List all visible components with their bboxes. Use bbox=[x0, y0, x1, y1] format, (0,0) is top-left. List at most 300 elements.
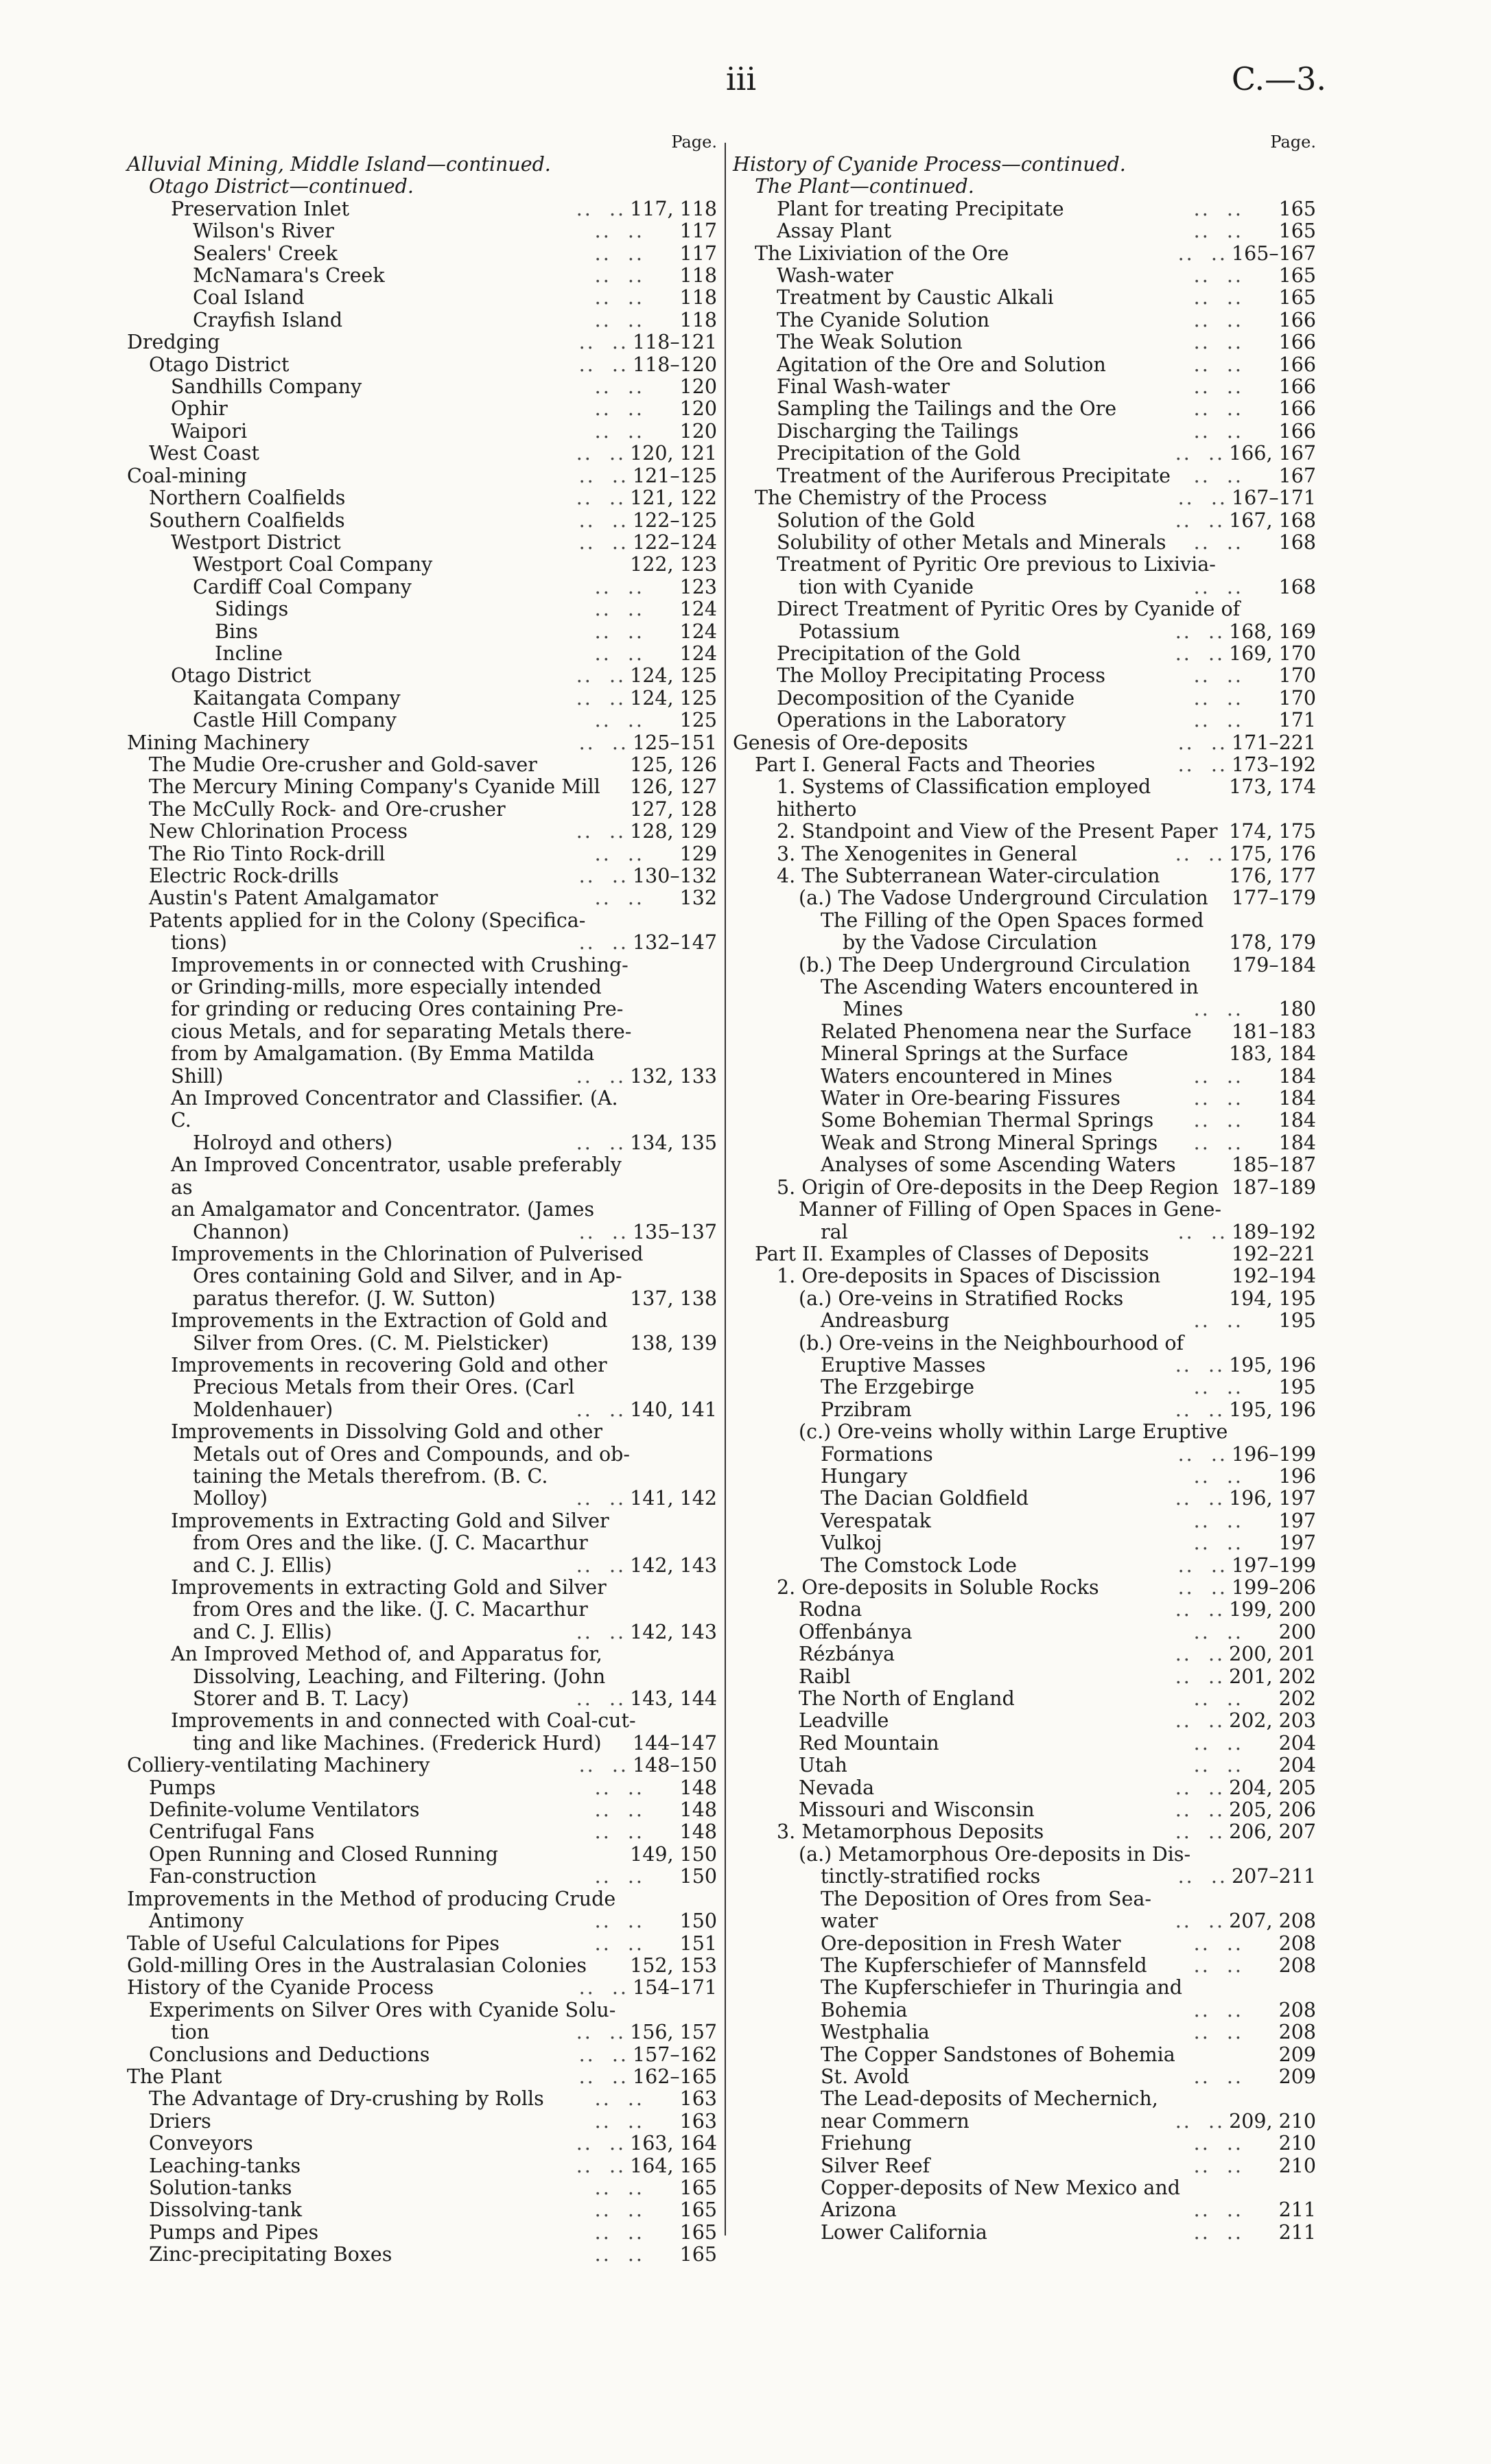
index-entry bbox=[733, 1777, 1316, 1799]
index-entry bbox=[733, 443, 1316, 465]
leader-dots: .. .. bbox=[578, 1976, 629, 1999]
entry-page-ref: 184 bbox=[1278, 1064, 1316, 1088]
index-entry bbox=[127, 1666, 717, 1688]
leader-dots: .. .. bbox=[578, 865, 629, 887]
leader-dots: .. .. bbox=[576, 664, 626, 688]
index-entry bbox=[733, 709, 1316, 731]
entry-page-ref: 170 bbox=[1278, 686, 1316, 709]
entry-title: Raibl bbox=[799, 1665, 851, 1688]
entry-page-ref: 148 bbox=[679, 1798, 717, 1822]
entry-page-ref: 142, 143 bbox=[630, 1553, 717, 1577]
leader-dots: .. .. bbox=[576, 486, 626, 510]
entry-title: The Cyanide Solution bbox=[777, 308, 990, 331]
entry-page-ref: 157–162 bbox=[632, 2043, 717, 2066]
index-entry bbox=[127, 2244, 717, 2266]
leader-dots: .. .. bbox=[594, 642, 644, 665]
entry-title: History of the Cyanide Process bbox=[127, 1976, 434, 1999]
index-entry bbox=[127, 1043, 717, 1065]
leader-dots: .. .. bbox=[1175, 2109, 1225, 2133]
leader-dots: .. .. bbox=[594, 1776, 644, 1799]
entry-title: Improvements in Extracting Gold and Silver bbox=[171, 1509, 609, 1532]
entry-page-ref: 122, 123 bbox=[630, 553, 717, 576]
entry-title: 4. The Subterranean Water-circulation bbox=[777, 865, 1160, 887]
entry-page-ref: 150 bbox=[679, 1865, 717, 1888]
index-entry bbox=[733, 1399, 1316, 1421]
index-entry bbox=[127, 2044, 717, 2066]
entry-title: Otago District bbox=[171, 664, 312, 688]
index-entry bbox=[127, 487, 717, 509]
index-entry bbox=[733, 776, 1316, 821]
index-entry bbox=[733, 998, 1316, 1020]
entry-page-ref: 208 bbox=[1278, 2021, 1316, 2044]
index-entry bbox=[733, 2199, 1316, 2221]
leader-dots: .. .. bbox=[1177, 731, 1228, 754]
index-entry bbox=[127, 532, 717, 554]
entry-page-ref: 132, 133 bbox=[630, 1064, 717, 1088]
entry-title: Hungary bbox=[821, 1464, 908, 1488]
leader-dots: .. .. bbox=[594, 1865, 644, 1888]
leader-dots: .. .. bbox=[1193, 998, 1243, 1021]
entry-title: Manner of Filling of Open Spaces in Gene- bbox=[799, 1198, 1222, 1221]
entry-page-ref: 176, 177 bbox=[1229, 865, 1316, 887]
entry-page-ref: 165 bbox=[679, 2220, 717, 2244]
entry-page-ref: 122–124 bbox=[632, 530, 717, 554]
entry-title: for grinding or reducing Ores containing Pre- bbox=[171, 998, 624, 1021]
index-entry bbox=[733, 1376, 1316, 1398]
leader-dots: .. .. bbox=[594, 2176, 644, 2199]
leader-dots: .. .. bbox=[1193, 1309, 1243, 1333]
leader-dots: .. .. bbox=[1175, 508, 1225, 532]
index-entry bbox=[733, 2044, 1316, 2066]
leader-dots: .. .. bbox=[1175, 842, 1225, 865]
entry-title: Sealers' Creek bbox=[193, 242, 338, 265]
entry-page-ref: 206, 207 bbox=[1229, 1820, 1316, 1844]
index-entry bbox=[733, 265, 1316, 287]
entry-page-ref: 195 bbox=[1278, 1309, 1316, 1333]
index-entry bbox=[127, 2133, 717, 2155]
entry-page-ref: 124 bbox=[679, 598, 717, 621]
entry-title: The Chemistry of the Process bbox=[755, 486, 1047, 510]
entry-page-ref: 209 bbox=[1278, 2065, 1316, 2088]
entry-title: The Mudie Ore-crusher and Gold-saver bbox=[149, 753, 537, 776]
entry-title: Genesis of Ore-deposits bbox=[733, 731, 968, 754]
index-entry bbox=[127, 1221, 717, 1243]
entry-page-ref: 118 bbox=[679, 264, 717, 288]
entry-page-ref: 196–199 bbox=[1231, 1442, 1316, 1466]
entry-page-ref: 165 bbox=[679, 2198, 717, 2222]
index-entry bbox=[127, 1532, 717, 1554]
entry-title: Castle Hill Company bbox=[193, 709, 397, 732]
entry-title: Arizona bbox=[821, 2198, 897, 2222]
leader-dots: .. .. bbox=[1193, 197, 1243, 220]
leader-dots: .. .. bbox=[1177, 242, 1228, 265]
index-entry bbox=[733, 376, 1316, 398]
entry-title: Agitation of the Ore and Solution bbox=[777, 353, 1106, 376]
leader-dots: .. .. bbox=[594, 1820, 644, 1844]
leader-dots: .. .. bbox=[594, 598, 644, 621]
index-column-right bbox=[733, 130, 1316, 2244]
entry-title: Moldenhauer) bbox=[193, 1398, 333, 1421]
entry-title: Silver Reef bbox=[821, 2154, 930, 2177]
index-entry bbox=[733, 421, 1316, 443]
leader-dots: .. .. bbox=[578, 464, 629, 487]
leader-dots: .. .. bbox=[594, 397, 644, 421]
entry-title: (b.) The Deep Underground Circulation bbox=[799, 953, 1190, 976]
entry-title: Storer and B. T. Lacy) bbox=[193, 1687, 410, 1711]
leader-dots: .. .. bbox=[594, 2243, 644, 2266]
index-entry bbox=[127, 2021, 717, 2043]
index-entry bbox=[733, 2066, 1316, 2088]
index-entry bbox=[127, 1933, 717, 1955]
leader-dots: .. .. bbox=[1193, 397, 1243, 421]
leader-dots: .. .. bbox=[1193, 331, 1243, 354]
entry-title: Precipitation of the Gold bbox=[777, 442, 1021, 465]
index-entry bbox=[733, 309, 1316, 331]
entry-title: tinctly-stratified rocks bbox=[821, 1865, 1041, 1888]
entry-title: Wash-water bbox=[777, 264, 893, 288]
entry-title: Verespatak bbox=[821, 1509, 931, 1532]
entry-title: Przibram bbox=[821, 1398, 912, 1421]
leader-dots: .. .. bbox=[576, 2132, 626, 2155]
entry-page-ref: 135–137 bbox=[632, 1220, 717, 1243]
entry-title: Vulkoj bbox=[821, 1532, 882, 1555]
leader-dots: .. .. bbox=[576, 2154, 626, 2177]
entry-page-ref: 117 bbox=[679, 242, 717, 265]
entry-title: The Kupferschiefer of Mannsfeld bbox=[821, 1953, 1147, 1977]
entry-title: Sampling the Tailings and the Ore bbox=[777, 397, 1117, 421]
entry-title: The Advantage of Dry-crushing by Rolls bbox=[149, 2087, 544, 2111]
leader-dots: .. .. bbox=[1193, 220, 1243, 243]
entry-title: West Coast bbox=[149, 442, 260, 465]
index-entry bbox=[127, 220, 717, 242]
entry-title: Eruptive Masses bbox=[821, 1353, 986, 1376]
entry-title: An Improved Method of, and Apparatus for, bbox=[171, 1643, 602, 1666]
leader-dots: .. .. bbox=[594, 620, 644, 643]
entry-page-ref: 163, 164 bbox=[630, 2132, 717, 2155]
entry-title: 1. Systems of Classification employed hitherto bbox=[777, 775, 1151, 821]
index-entry bbox=[127, 2088, 717, 2110]
entry-page-ref: 200, 201 bbox=[1229, 1643, 1316, 1666]
entry-title: Some Bohemian Thermal Springs bbox=[821, 1109, 1154, 1132]
index-entry bbox=[733, 1243, 1316, 1265]
document-reference: C.—3. bbox=[1231, 60, 1326, 97]
entry-title: The Rio Tinto Rock-drill bbox=[149, 842, 386, 865]
index-entry bbox=[127, 1955, 717, 1977]
index-entry bbox=[127, 2111, 717, 2133]
entry-page-ref: 180 bbox=[1278, 998, 1316, 1021]
index-entry bbox=[127, 1733, 717, 1755]
entry-title: Incline bbox=[215, 642, 283, 665]
leader-dots: .. .. bbox=[1177, 1865, 1228, 1888]
index-entry bbox=[733, 2088, 1316, 2110]
entry-title: Utah bbox=[799, 1754, 847, 1777]
entry-title: Table of Useful Calculations for Pipes bbox=[127, 1932, 500, 1955]
entry-page-ref: 154–171 bbox=[632, 1976, 717, 1999]
leader-dots: .. .. bbox=[576, 1131, 626, 1154]
index-entry bbox=[127, 1977, 717, 1999]
entry-page-ref: 192–221 bbox=[1231, 1242, 1316, 1265]
entry-title: Channon) bbox=[193, 1220, 290, 1243]
leader-dots: .. .. bbox=[578, 931, 629, 954]
index-entry bbox=[127, 243, 717, 265]
entry-page-ref: 125, 126 bbox=[630, 753, 717, 776]
leader-dots: .. .. bbox=[1175, 1353, 1225, 1376]
index-entry bbox=[733, 2133, 1316, 2155]
entry-title: The Filling of the Open Spaces formed bbox=[821, 908, 1204, 932]
entry-page-ref: 137, 138 bbox=[630, 1287, 717, 1310]
entry-title: Precious Metals from their Ores. (Carl bbox=[193, 1376, 575, 1399]
entry-title: from Ores and the like. (J. C. Macarthur bbox=[193, 1598, 588, 1621]
index-entry bbox=[127, 598, 717, 620]
index-entry bbox=[733, 1599, 1316, 1621]
entry-page-ref: 196, 197 bbox=[1229, 1487, 1316, 1510]
entry-title: Alluvial Mining, Middle Island—continued. bbox=[127, 153, 551, 176]
entry-title: Southern Coalfields bbox=[149, 508, 345, 532]
entry-title: Otago District—continued. bbox=[149, 175, 414, 198]
entry-page-ref: 183, 184 bbox=[1229, 1042, 1316, 1066]
entry-title: Fan-construction bbox=[149, 1865, 317, 1888]
leader-dots: .. .. bbox=[594, 2198, 644, 2222]
entry-page-ref: 197 bbox=[1278, 1509, 1316, 1532]
entry-page-ref: 132 bbox=[679, 887, 717, 910]
index-entry bbox=[733, 1643, 1316, 1665]
entry-title: The Lixiviation of the Ore bbox=[755, 242, 1009, 265]
entry-title: The Plant bbox=[127, 2065, 222, 2088]
entry-page-ref: 148 bbox=[679, 1820, 717, 1844]
index-entry bbox=[733, 1755, 1316, 1776]
entry-title: Austin's Patent Amalgamator bbox=[149, 887, 438, 910]
entry-title: 2. Standpoint and View of the Present Paper bbox=[777, 820, 1218, 843]
entry-title: Missouri and Wisconsin bbox=[799, 1798, 1035, 1822]
index-entry bbox=[127, 154, 717, 176]
entry-title: Zinc-precipitating Boxes bbox=[149, 2243, 392, 2266]
leader-dots: .. .. bbox=[1193, 1087, 1243, 1110]
entry-page-ref: 122–125 bbox=[632, 508, 717, 532]
index-entry bbox=[733, 532, 1316, 554]
index-entry bbox=[733, 643, 1316, 665]
entry-page-ref: 166 bbox=[1278, 331, 1316, 354]
entry-title: cious Metals, and for separating Metals there- bbox=[171, 1020, 632, 1043]
entry-title: Dissolving, Leaching, and Filtering. (John bbox=[193, 1665, 606, 1688]
entry-page-ref: 208 bbox=[1278, 1998, 1316, 2021]
index-entry bbox=[733, 1555, 1316, 1577]
entry-title: Treatment of Pyritic Ore previous to Lixivia- bbox=[777, 553, 1216, 576]
leader-dots: .. .. bbox=[594, 1910, 644, 1933]
index-entry bbox=[733, 1510, 1316, 1532]
index-entry bbox=[127, 954, 717, 976]
leader-dots: .. .. bbox=[578, 530, 629, 554]
entry-page-ref: 201, 202 bbox=[1229, 1665, 1316, 1688]
entry-page-ref: 162–165 bbox=[632, 2065, 717, 2088]
leader-dots: .. .. bbox=[594, 887, 644, 910]
leader-dots: .. .. bbox=[1193, 709, 1243, 732]
index-entry bbox=[733, 821, 1316, 843]
index-entry bbox=[733, 843, 1316, 865]
index-entry bbox=[127, 1821, 717, 1843]
index-entry bbox=[733, 1132, 1316, 1154]
entry-title: Preservation Inlet bbox=[171, 197, 350, 220]
index-entry bbox=[127, 843, 717, 865]
entry-page-ref: 173, 174 bbox=[1229, 775, 1316, 799]
index-entry bbox=[127, 1376, 717, 1398]
index-entry bbox=[127, 1354, 717, 1376]
entry-title: (a.) The Vadose Underground Circulation bbox=[799, 887, 1208, 910]
index-entry bbox=[733, 1088, 1316, 1110]
leader-dots: .. .. bbox=[1193, 419, 1243, 443]
entry-title: Precipitation of the Gold bbox=[777, 642, 1021, 665]
entry-title: An Improved Concentrator, usable preferably as bbox=[171, 1153, 622, 1199]
entry-page-ref: 166 bbox=[1278, 308, 1316, 331]
entry-page-ref: 184 bbox=[1278, 1109, 1316, 1132]
index-entry bbox=[127, 1866, 717, 1888]
leader-dots: .. .. bbox=[576, 820, 626, 843]
entry-page-ref: 211 bbox=[1278, 2220, 1316, 2244]
index-entry bbox=[127, 1799, 717, 1821]
entry-title: Experiments on Silver Ores with Cyanide Solu- bbox=[149, 1998, 616, 2021]
index-entry bbox=[127, 1243, 717, 1265]
entry-title: Bins bbox=[215, 620, 259, 643]
leader-dots: .. .. bbox=[576, 1620, 626, 1643]
index-entry bbox=[733, 1221, 1316, 1243]
index-entry bbox=[733, 1666, 1316, 1688]
leader-dots: .. .. bbox=[1193, 1532, 1243, 1555]
index-entry bbox=[733, 1532, 1316, 1554]
entry-page-ref: 195, 196 bbox=[1229, 1353, 1316, 1376]
entry-title: Kaitangata Company bbox=[193, 686, 401, 709]
index-entry bbox=[127, 998, 717, 1020]
entry-page-ref: 120 bbox=[679, 375, 717, 399]
entry-title: Operations in the Laboratory bbox=[777, 709, 1066, 732]
entry-page-ref: 130–132 bbox=[632, 865, 717, 887]
entry-page-ref: 207, 208 bbox=[1229, 1910, 1316, 1933]
leader-dots: .. .. bbox=[1193, 308, 1243, 331]
index-entry bbox=[127, 1466, 717, 1488]
index-entry bbox=[733, 1265, 1316, 1287]
entry-title: Waters encountered in Mines bbox=[821, 1064, 1113, 1088]
entry-page-ref: 124 bbox=[679, 642, 717, 665]
entry-title: Dissolving-tank bbox=[149, 2198, 303, 2222]
leader-dots: .. .. bbox=[594, 575, 644, 598]
entry-title: History of Cyanide Process—continued. bbox=[733, 153, 1126, 176]
leader-dots: .. .. bbox=[1193, 2220, 1243, 2244]
entry-title: Waipori bbox=[171, 419, 248, 443]
leader-dots: .. .. bbox=[576, 1553, 626, 1577]
entry-title: Dredging bbox=[127, 331, 220, 354]
entry-title: Ores containing Gold and Silver, and in Ap- bbox=[193, 1265, 622, 1288]
index-entry bbox=[733, 487, 1316, 509]
entry-page-ref: 165 bbox=[1278, 220, 1316, 243]
index-entry bbox=[733, 1154, 1316, 1176]
index-entry bbox=[733, 243, 1316, 265]
leader-dots: .. .. bbox=[1177, 753, 1228, 776]
index-entry bbox=[733, 1354, 1316, 1376]
entry-page-ref: 144–147 bbox=[632, 1731, 717, 1755]
leader-dots: .. .. bbox=[594, 1798, 644, 1822]
entry-title: Mining Machinery bbox=[127, 731, 309, 754]
entry-page-ref: 165 bbox=[679, 2243, 717, 2266]
leader-dots: .. .. bbox=[1175, 1398, 1225, 1421]
entry-title: Direct Treatment of Pyritic Ores by Cyanide of bbox=[777, 598, 1241, 621]
index-entry bbox=[127, 621, 717, 643]
entry-title: Mines bbox=[843, 998, 904, 1021]
entry-title: Wilson's River bbox=[193, 220, 334, 243]
entry-title: Potassium bbox=[799, 620, 900, 643]
entry-title: The Molloy Precipitating Process bbox=[777, 664, 1105, 688]
entry-page-ref: 129 bbox=[679, 842, 717, 865]
index-entry bbox=[127, 754, 717, 776]
entry-page-ref: 152, 153 bbox=[630, 1953, 717, 1977]
index-entry bbox=[127, 265, 717, 287]
entry-title: Improvements in or connected with Crushing- bbox=[171, 953, 629, 976]
entry-title: Conveyors bbox=[149, 2132, 253, 2155]
entry-title: Part II. Examples of Classes of Deposits bbox=[755, 1242, 1149, 1265]
leader-dots: .. .. bbox=[576, 197, 626, 220]
entry-title: Driers bbox=[149, 2109, 211, 2133]
leader-dots: .. .. bbox=[594, 264, 644, 288]
index-entry bbox=[127, 1999, 717, 2021]
index-entry bbox=[127, 1621, 717, 1643]
leader-dots: .. .. bbox=[1193, 2198, 1243, 2222]
entry-title: Silver from Ores. (C. M. Pielsticker) bbox=[193, 1331, 550, 1354]
index-entry bbox=[127, 1555, 717, 1577]
entry-title: The North of England bbox=[799, 1687, 1015, 1711]
entry-title: Cardiff Coal Company bbox=[193, 575, 412, 598]
index-entry bbox=[127, 821, 717, 843]
index-entry bbox=[127, 1399, 717, 1421]
leader-dots: .. .. bbox=[1177, 1576, 1228, 1599]
leader-dots: .. .. bbox=[1193, 1464, 1243, 1488]
entry-title: Nevada bbox=[799, 1776, 875, 1799]
leader-dots: .. .. bbox=[578, 1220, 629, 1243]
entry-page-ref: 210 bbox=[1278, 2154, 1316, 2177]
entry-title: Related Phenomena near the Surface bbox=[821, 1020, 1192, 1043]
leader-dots: .. .. bbox=[594, 308, 644, 331]
entry-title: Northern Coalfields bbox=[149, 486, 346, 510]
index-column-left bbox=[127, 130, 717, 2266]
index-entry bbox=[127, 1154, 717, 1199]
entry-title: Solubility of other Metals and Minerals bbox=[777, 530, 1166, 554]
entry-title: Improvements in recovering Gold and other bbox=[171, 1353, 607, 1376]
entry-title: Improvements in the Method of producing Crude bbox=[127, 1887, 616, 1910]
index-entry bbox=[127, 776, 717, 798]
entry-title: Colliery-ventilating Machinery bbox=[127, 1754, 430, 1777]
entry-title: The Kupferschiefer in Thuringia and bbox=[821, 1976, 1182, 1999]
leader-dots: .. .. bbox=[1193, 1932, 1243, 1955]
index-entry bbox=[733, 598, 1316, 620]
entry-title: water bbox=[821, 1910, 878, 1933]
entry-page-ref: 196 bbox=[1278, 1464, 1316, 1488]
entry-title: Copper-deposits of New Mexico and bbox=[821, 2176, 1180, 2199]
index-entry bbox=[733, 1333, 1316, 1354]
entry-title: Pumps and Pipes bbox=[149, 2220, 319, 2244]
index-entry bbox=[127, 1288, 717, 1310]
index-entry bbox=[733, 1733, 1316, 1755]
entry-title: St. Avold bbox=[821, 2065, 910, 2088]
entry-page-ref: 128, 129 bbox=[630, 820, 717, 843]
leader-dots: .. .. bbox=[576, 1687, 626, 1711]
index-entry bbox=[733, 1021, 1316, 1043]
entry-page-ref: 169, 170 bbox=[1229, 642, 1316, 665]
entry-page-ref: 167–171 bbox=[1231, 486, 1316, 510]
entry-page-ref: 171 bbox=[1278, 709, 1316, 732]
entry-page-ref: 124, 125 bbox=[630, 686, 717, 709]
index-entry bbox=[127, 1421, 717, 1443]
entry-page-ref: 195, 196 bbox=[1229, 1398, 1316, 1421]
index-entry bbox=[733, 2111, 1316, 2133]
leader-dots: .. .. bbox=[1175, 1598, 1225, 1621]
entry-title: Final Wash-water bbox=[777, 375, 950, 399]
entry-title: Leaching-tanks bbox=[149, 2154, 301, 2177]
